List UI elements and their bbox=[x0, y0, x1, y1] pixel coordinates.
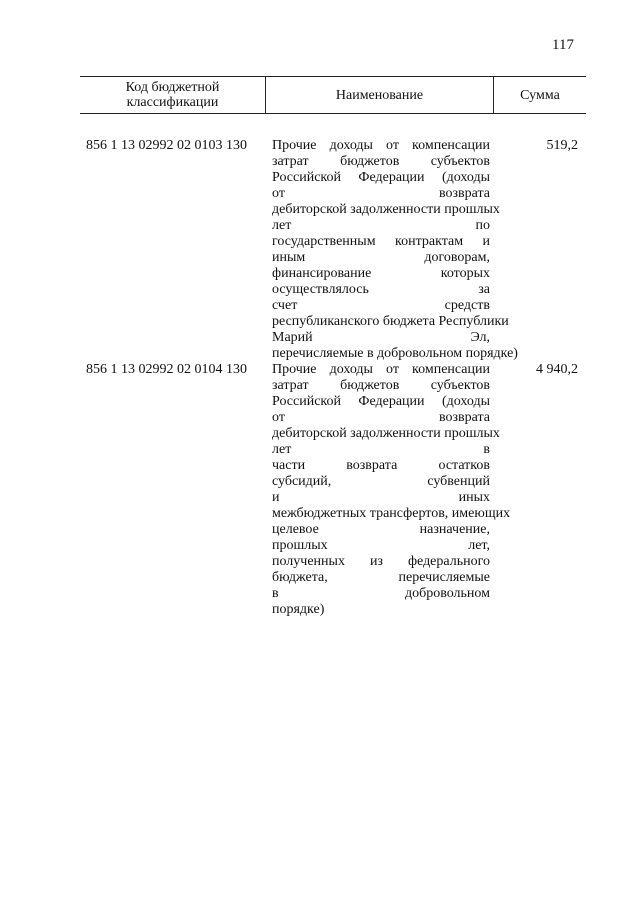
revenue-name-line: части возврата остатков bbox=[272, 458, 490, 473]
revenue-name-line: республиканского бюджета Республики bbox=[272, 314, 509, 329]
column-header-code: Код бюджетной классификации bbox=[80, 77, 266, 113]
revenue-name-line: затрат бюджетов субъектов bbox=[272, 154, 490, 169]
revenue-name-line: счет средств bbox=[272, 298, 490, 313]
budget-code: 856 1 13 02992 02 0103 130 bbox=[86, 138, 247, 153]
revenue-name-line: межбюджетных трансфертов, имеющих bbox=[272, 506, 511, 521]
table-body bbox=[80, 138, 586, 618]
revenue-name-line: иным договорам, bbox=[272, 250, 490, 265]
revenue-name-line: государственным контрактам и bbox=[272, 234, 490, 249]
revenue-name-line: дебиторской задолженности прошлых bbox=[272, 426, 500, 441]
revenue-name-line: от возврата bbox=[272, 186, 490, 201]
table-row bbox=[80, 138, 586, 362]
revenue-name-line: лет по bbox=[272, 218, 490, 233]
revenue-name-line: в добровольном bbox=[272, 586, 490, 601]
revenue-name-line: осуществлялось за bbox=[272, 282, 490, 297]
revenue-name-line: прошлых лет, bbox=[272, 538, 490, 553]
column-header-name: Наименование bbox=[266, 77, 494, 113]
revenue-name-line: и иных bbox=[272, 490, 490, 505]
revenue-name-line: Российской Федерации (доходы bbox=[272, 170, 490, 185]
revenue-name-line: дебиторской задолженности прошлых bbox=[272, 202, 500, 217]
amount: 519,2 bbox=[546, 138, 578, 153]
revenue-name-line: финансирование которых bbox=[272, 266, 490, 281]
revenue-name-line: полученных из федерального bbox=[272, 554, 490, 569]
revenue-name-line: затрат бюджетов субъектов bbox=[272, 378, 490, 393]
table-row bbox=[80, 362, 586, 618]
revenue-name-line: Прочие доходы от компенсации bbox=[272, 138, 490, 153]
budget-classification-table bbox=[80, 76, 586, 618]
revenue-name-line: целевое назначение, bbox=[272, 522, 490, 537]
column-header-sum: Сумма bbox=[520, 87, 560, 103]
revenue-name-line: порядке) bbox=[272, 602, 325, 617]
revenue-name bbox=[266, 138, 518, 362]
budget-code: 856 1 13 02992 02 0104 130 bbox=[86, 362, 247, 377]
page-number: 117 bbox=[552, 37, 574, 53]
revenue-name-line: перечисляемые в добровольном порядке) bbox=[272, 346, 518, 361]
revenue-name-line: Прочие доходы от компенсации bbox=[272, 362, 490, 377]
revenue-name-line: Марий Эл, bbox=[272, 330, 490, 345]
revenue-name-line: лет в bbox=[272, 442, 490, 457]
revenue-name-line: от возврата bbox=[272, 410, 490, 425]
revenue-name-line: субсидий, субвенций bbox=[272, 474, 490, 489]
revenue-name-line: бюджета, перечисляемые bbox=[272, 570, 490, 585]
revenue-name-line: Российской Федерации (доходы bbox=[272, 394, 490, 409]
table-header bbox=[80, 76, 586, 114]
amount: 4 940,2 bbox=[536, 362, 578, 377]
revenue-name bbox=[266, 362, 511, 618]
